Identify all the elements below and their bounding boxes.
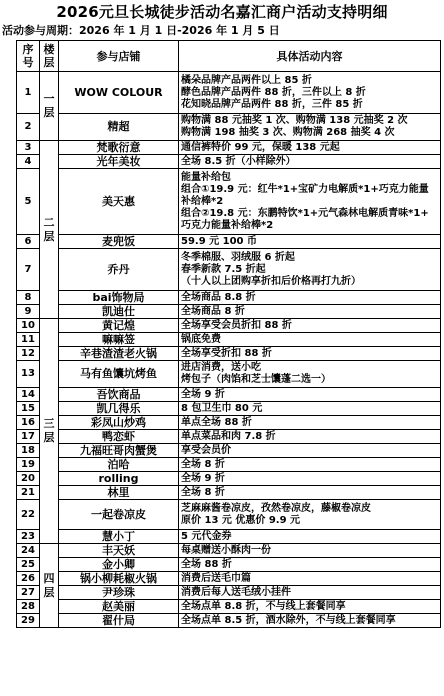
- table-row: [17, 361, 441, 388]
- activity-line: 全场商品 8 折: [181, 305, 245, 317]
- row-number: 17: [17, 430, 40, 444]
- activity-detail: [179, 544, 441, 558]
- activity-detail: [179, 333, 441, 347]
- activity-table: [16, 40, 441, 628]
- floor-label: 一层: [40, 72, 59, 141]
- header-row: [17, 41, 441, 72]
- activity-detail: [179, 444, 441, 458]
- activity-detail: [179, 572, 441, 586]
- activity-line: 原价 13 元 优惠价 9.9 元: [181, 514, 301, 526]
- header-activity: 具体活动内容: [179, 41, 441, 72]
- activity-detail: [179, 114, 441, 141]
- activity-detail: [179, 235, 441, 249]
- activity-line: 组合②19.8 元：东鹏特饮*1+元气森林电解质青味*1+: [181, 207, 429, 219]
- store-name: 黄记煌: [59, 319, 179, 333]
- row-number: 16: [17, 416, 40, 430]
- store-name: 凯几得乐: [59, 402, 179, 416]
- row-number: 2: [17, 114, 40, 141]
- activity-period: 活动参与周期：2026 年 1 月 1 日-2026 年 1 月 5 日: [2, 24, 280, 37]
- activity-detail: [179, 347, 441, 361]
- activity-line: 补给棒*2: [181, 195, 224, 207]
- activity-detail: [179, 600, 441, 614]
- row-number: 6: [17, 235, 40, 249]
- store-name: 九福旺哥肉蟹煲: [59, 444, 179, 458]
- table-body: [17, 72, 441, 628]
- activity-detail: [179, 361, 441, 388]
- activity-line: 每桌赠送小酥肉一份: [181, 544, 271, 556]
- activity-detail: [179, 430, 441, 444]
- table-row: [17, 249, 441, 291]
- activity-line: 购物满 198 抽奖 3 次、购物满 268 抽奖 4 次: [181, 127, 395, 138]
- activity-line: 全场 9 折: [181, 388, 225, 400]
- row-number: 9: [17, 305, 40, 319]
- store-name: 麦兜饭: [59, 235, 179, 249]
- activity-detail: [179, 169, 441, 235]
- row-number: 15: [17, 402, 40, 416]
- activity-line: 全场 8 折: [181, 486, 225, 498]
- table-row: [17, 486, 441, 500]
- activity-detail: [179, 500, 441, 530]
- header-no: 序号: [17, 41, 40, 72]
- table-row: [17, 319, 441, 333]
- row-number: 4: [17, 155, 40, 169]
- activity-detail: [179, 402, 441, 416]
- activity-line: 单点菜品和肉 7.8 折: [181, 430, 276, 442]
- row-number: 20: [17, 472, 40, 486]
- activity-detail: [179, 305, 441, 319]
- table-row: [17, 500, 441, 530]
- table-row: [17, 155, 441, 169]
- row-number: 22: [17, 500, 40, 530]
- table-row: [17, 72, 441, 114]
- activity-line: 全场享受会员折扣 88 折: [181, 319, 292, 331]
- activity-line: 全场 8.5 折（小样除外）: [181, 155, 296, 167]
- row-number: 1: [17, 72, 40, 114]
- row-number: 5: [17, 169, 40, 235]
- activity-detail: [179, 472, 441, 486]
- row-number: 3: [17, 141, 40, 155]
- store-name: 鸭恋虾: [59, 430, 179, 444]
- activity-line: 全场 9 折: [181, 472, 225, 484]
- activity-detail: [179, 458, 441, 472]
- store-name: 林里: [59, 486, 179, 500]
- store-name: 梵歌衍意: [59, 141, 179, 155]
- row-number: 14: [17, 388, 40, 402]
- activity-detail: [179, 586, 441, 600]
- activity-line: 春季新款 7.5 折起: [181, 263, 266, 275]
- activity-line: 进店消费，送小吃: [181, 362, 261, 373]
- activity-line: 8 包卫生巾 80 元: [181, 402, 263, 414]
- table-row: [17, 614, 441, 628]
- table-row: [17, 444, 441, 458]
- activity-detail: [179, 530, 441, 544]
- store-name: 凯迪仕: [59, 305, 179, 319]
- activity-line: 芝麻麻酱卷凉皮，孜然卷凉皮，藤椒卷凉皮: [181, 502, 371, 514]
- row-number: 13: [17, 361, 40, 388]
- activity-line: 冬季棉服、羽绒服 6 折起: [181, 251, 295, 263]
- activity-detail: [179, 319, 441, 333]
- store-name: 美天惠: [59, 169, 179, 235]
- activity-line: 全场 88 折: [181, 558, 232, 570]
- activity-detail: [179, 558, 441, 572]
- store-name: 泊哈: [59, 458, 179, 472]
- activity-detail: [179, 249, 441, 291]
- table-row: [17, 430, 441, 444]
- store-name: 嘛嘛签: [59, 333, 179, 347]
- store-name: 吾饮商品: [59, 388, 179, 402]
- activity-line: 全场 8 折: [181, 458, 225, 470]
- activity-detail: [179, 486, 441, 500]
- activity-line: 单点全场 88 折: [181, 416, 252, 428]
- activity-line: 享受会员价: [181, 444, 231, 456]
- store-name: 慧小丁: [59, 530, 179, 544]
- store-name: 尹珍珠: [59, 586, 179, 600]
- activity-detail: [179, 291, 441, 305]
- row-number: 25: [17, 558, 40, 572]
- table-row: [17, 600, 441, 614]
- store-name: 翟什局: [59, 614, 179, 628]
- row-number: 26: [17, 572, 40, 586]
- row-number: 8: [17, 291, 40, 305]
- table-row: [17, 388, 441, 402]
- floor-label: 二层: [40, 141, 59, 319]
- table-row: [17, 458, 441, 472]
- header-store: 参与店铺: [59, 41, 179, 72]
- store-name: 光年美妆: [59, 155, 179, 169]
- row-number: 23: [17, 530, 40, 544]
- header-floor: 楼层: [40, 41, 59, 72]
- activity-line: 全场商品 8.8 折: [181, 291, 256, 303]
- store-name: 丰天妖: [59, 544, 179, 558]
- store-name: 彩凤山炒鸡: [59, 416, 179, 430]
- activity-line: 消费后送毛巾篇: [181, 572, 251, 584]
- store-name: WOW COLOUR: [59, 72, 179, 114]
- activity-detail: [179, 416, 441, 430]
- table-row: [17, 347, 441, 361]
- store-name: 乔丹: [59, 249, 179, 291]
- activity-line: 消费后每人送毛绒小挂件: [181, 586, 291, 598]
- row-number: 11: [17, 333, 40, 347]
- activity-detail: [179, 155, 441, 169]
- table-row: [17, 169, 441, 235]
- table-row: [17, 235, 441, 249]
- activity-line: 橘朵品牌产品两件以上 85 折: [181, 74, 312, 86]
- row-number: 18: [17, 444, 40, 458]
- row-number: 28: [17, 600, 40, 614]
- activity-line: （十人以上团购享折扣后价格再打九折）: [181, 275, 361, 287]
- activity-line: 59.9 元 100 币: [181, 235, 257, 247]
- store-name: 马有鱼馕坑烤鱼: [59, 361, 179, 388]
- activity-line: 购物满 88 元抽奖 1 次、购物满 138 元抽奖 2 次: [181, 115, 408, 126]
- activity-line: 花知晓品牌产品两件 88 折，三件 85 折: [181, 98, 363, 110]
- row-number: 24: [17, 544, 40, 558]
- activity-line: 通信裤特价 99 元，保暖 138 元起: [181, 141, 340, 153]
- activity-line: 巧克力能量补给棒*2: [181, 219, 274, 231]
- store-name: 精超: [59, 114, 179, 141]
- activity-line: 能量补给包: [181, 171, 231, 183]
- floor-label: 三层: [40, 319, 59, 544]
- table-row: [17, 305, 441, 319]
- table-row: [17, 291, 441, 305]
- row-number: 10: [17, 319, 40, 333]
- store-name: 金小卿: [59, 558, 179, 572]
- page-title: 2026元旦长城徒步活动名嘉汇商户活动支持明细: [56, 3, 388, 21]
- activity-line: 全场点单 8.8 折，不与线上套餐同享: [181, 600, 346, 612]
- table-row: [17, 141, 441, 155]
- row-number: 21: [17, 486, 40, 500]
- table-row: [17, 586, 441, 600]
- row-number: 29: [17, 614, 40, 628]
- table-row: [17, 572, 441, 586]
- row-number: 19: [17, 458, 40, 472]
- row-number: 12: [17, 347, 40, 361]
- table-row: [17, 333, 441, 347]
- activity-line: 5 元代金券: [181, 530, 232, 542]
- activity-line: 全场点单 8.5 折，酒水除外，不与线上套餐同享: [181, 614, 396, 626]
- table-row: [17, 544, 441, 558]
- floor-label: 四层: [40, 544, 59, 628]
- table-row: [17, 530, 441, 544]
- activity-line: 锅底免费: [181, 333, 221, 345]
- store-name: 辛巷渣渣老火锅: [59, 347, 179, 361]
- activity-detail: [179, 614, 441, 628]
- store-name: rolling: [59, 472, 179, 486]
- row-number: 27: [17, 586, 40, 600]
- activity-detail: [179, 141, 441, 155]
- activity-line: 组合①19.9 元：红牛*1+宝矿力电解质*1+巧克力能量: [181, 183, 429, 195]
- store-name: bai饰物局: [59, 291, 179, 305]
- activity-line: 全场享受折扣 88 折: [181, 347, 272, 359]
- table-row: [17, 558, 441, 572]
- activity-line: 烤包子（肉馅和芝士馕蓬二选一）: [181, 374, 331, 385]
- store-name: 赵美丽: [59, 600, 179, 614]
- activity-detail: [179, 72, 441, 114]
- table-row: [17, 472, 441, 486]
- table-row: [17, 416, 441, 430]
- table-row: [17, 114, 441, 141]
- row-number: 7: [17, 249, 40, 291]
- store-name: 锅小柳耗椒火锅: [59, 572, 179, 586]
- activity-line: 酵色品牌产品两件 88 折，三件以上 8 折: [181, 86, 366, 98]
- activity-detail: [179, 388, 441, 402]
- table-row: [17, 402, 441, 416]
- store-name: 一起卷凉皮: [59, 500, 179, 530]
